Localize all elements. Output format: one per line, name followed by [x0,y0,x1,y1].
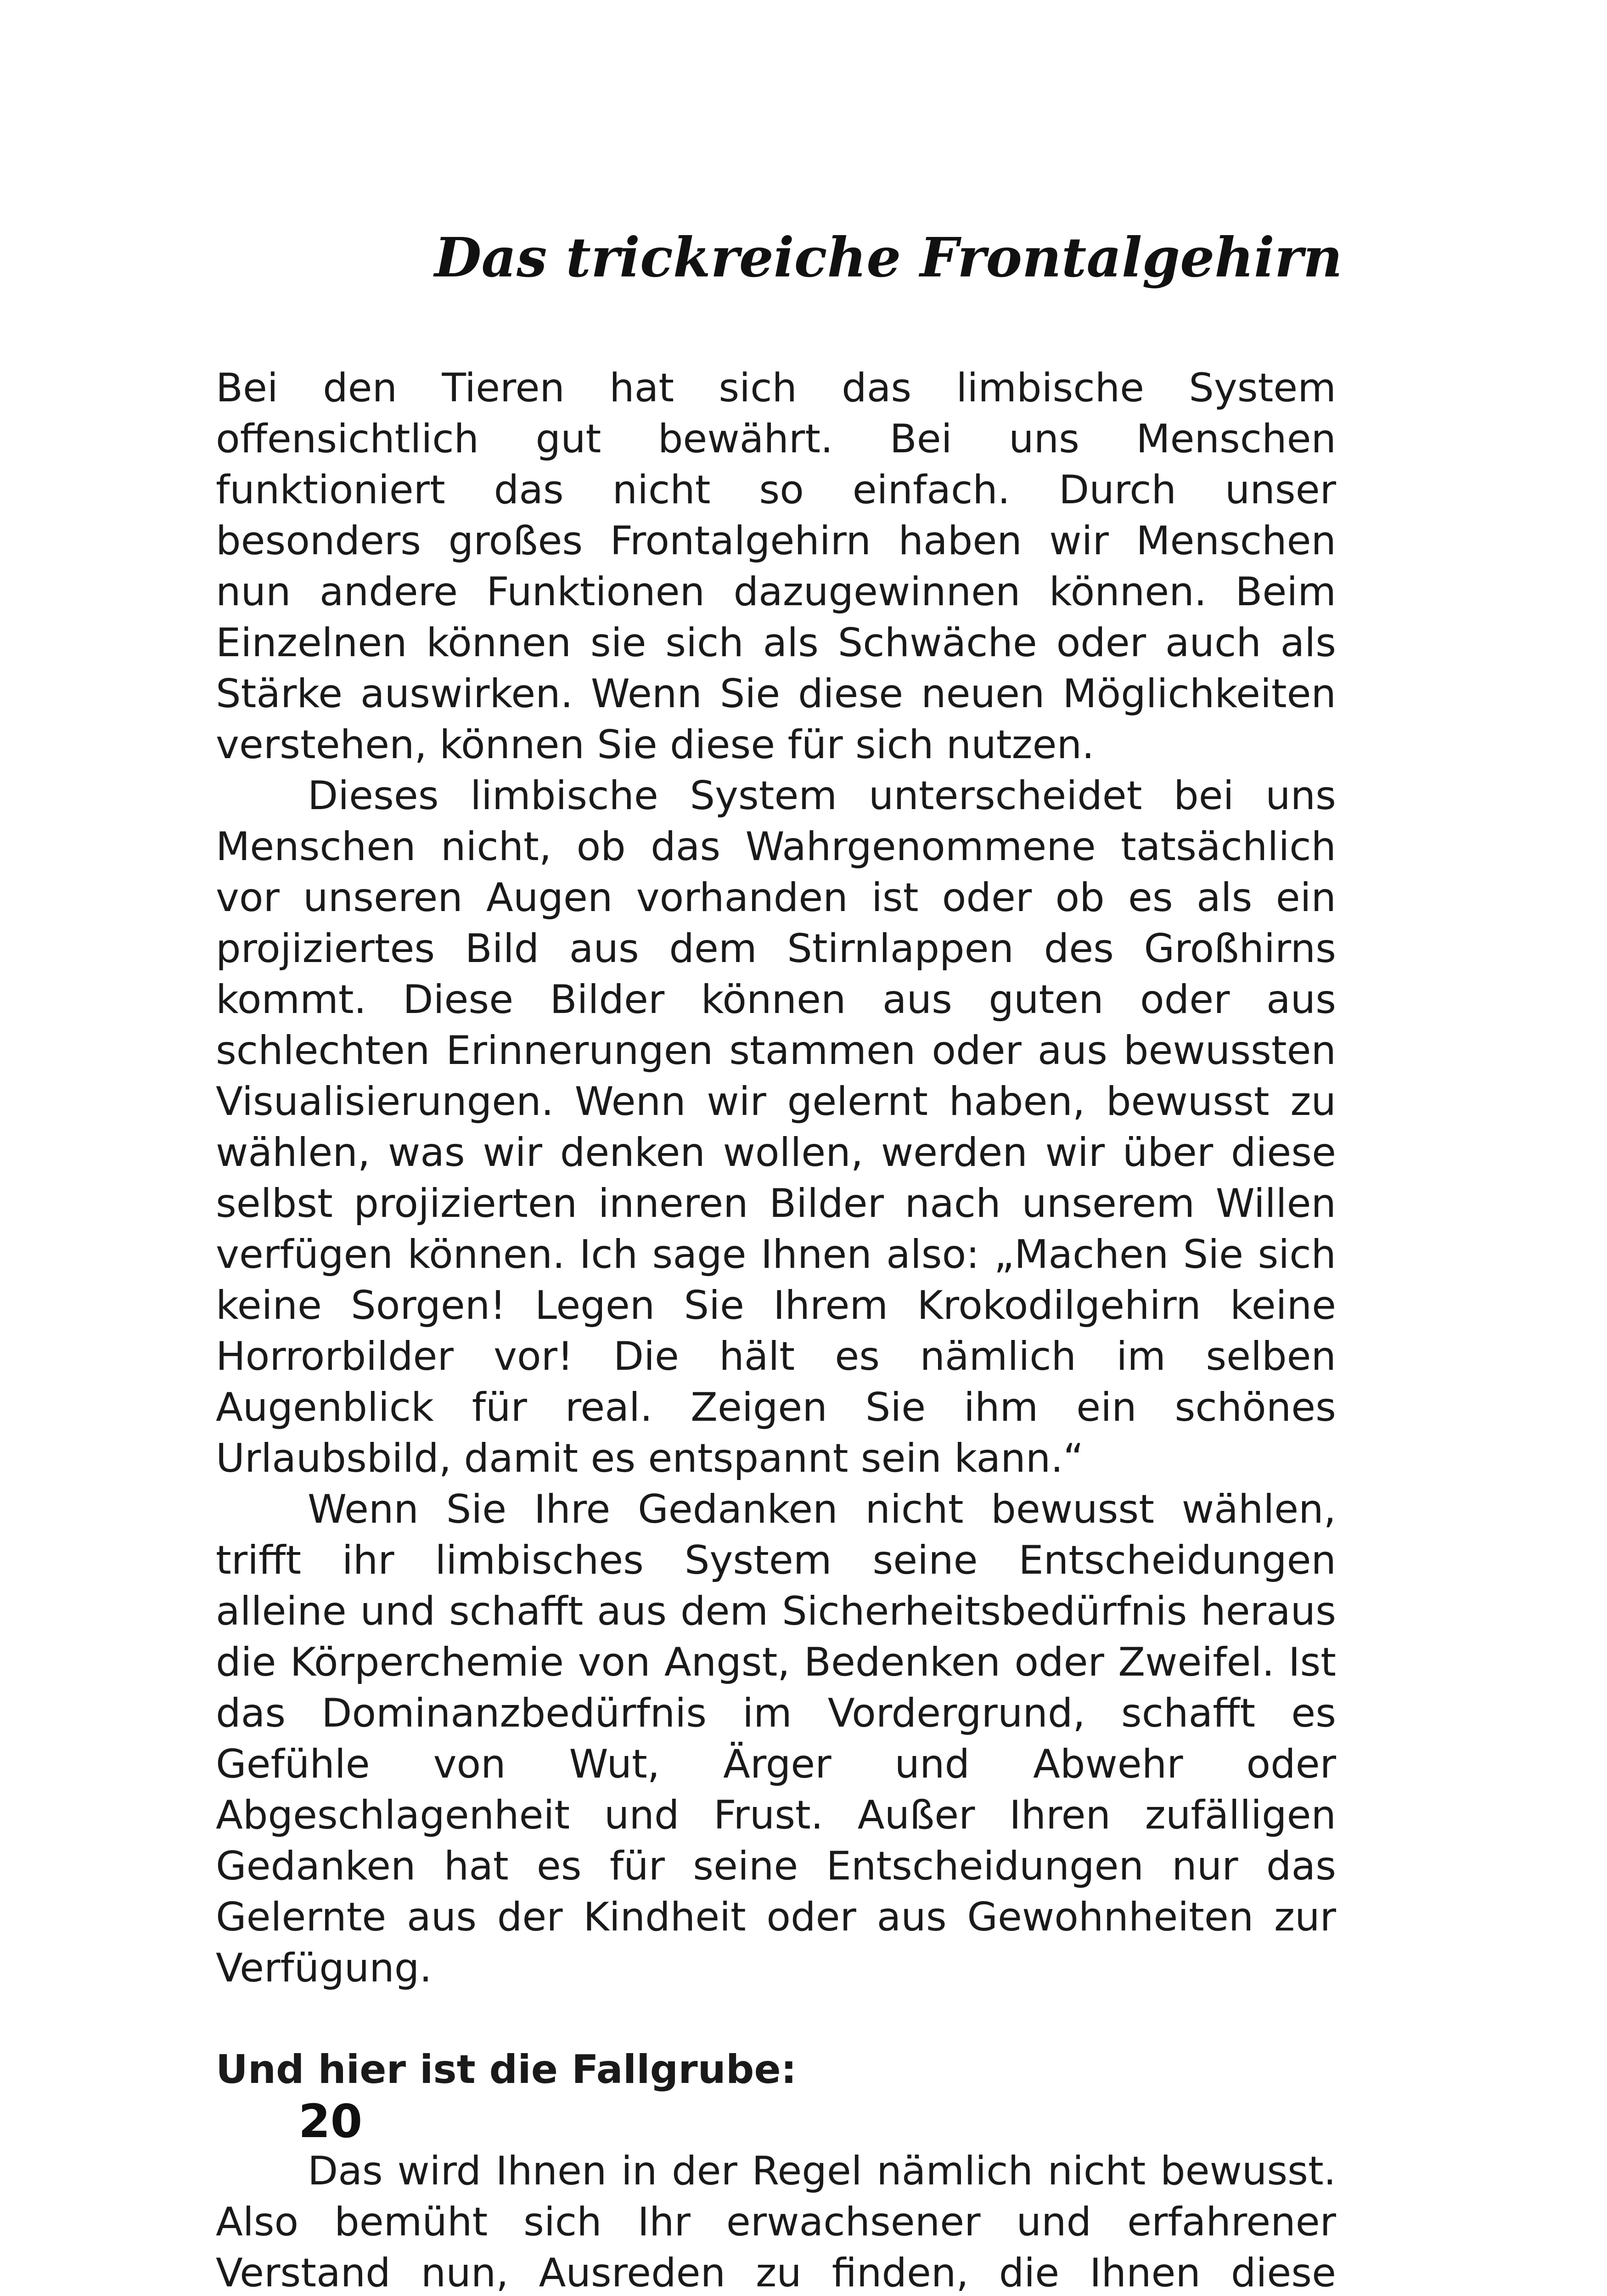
paragraph-2: Dieses limbische System unterscheidet bei uns Menschen nicht, ob das Wahrgenommene tatsächlich vor unseren Augen vorhanden ist oder ob es als ein projiziertes Bild aus dem Stirnlappen des Großhirns kommt. Diese Bilder können aus guten oder aus schlechten Erinnerungen stammen oder aus bewussten Visualisierungen. Wenn wir gelernt haben, bewusst zu wählen, was wir denken wollen, werden wir über diese selbst projizierten inneren Bilder nach unserem Willen verfügen können. Ich sage Ihnen also: „Machen Sie sich keine Sorgen! Legen Sie Ihrem Krokodilgehirn keine Horrorbilder vor! Die hält es nämlich im selben Augenblick für real. Zeigen Sie ihm ein schönes Urlaubsbild, damit es entspannt sein kann.“ [216,773,1336,1481]
body-text [216,363,1336,2296]
paragraph-3: Wenn Sie Ihre Gedanken nicht bewusst wählen, trifft ihr limbisches System seine Entscheidungen alleine und schafft aus dem Sicherheitsbedürfnis heraus die Körperchemie von Angst, Bedenken oder Zweifel. Ist das Dominanzbedürfnis im Vordergrund, schafft es Gefühle von Wut, Ärger und Abwehr oder Abgeschlagenheit und Frust. Außer Ihren zufälligen Gedanken hat es für seine Entscheidungen nur das Gelernte aus der Kindheit oder aus Gewohnheiten zur Verfügung. [216,1486,1336,1991]
paragraph-1: Bei den Tieren hat sich das limbische System offensichtlich gut bewährt. Bei uns Menschen funktioniert das nicht so einfach. Durch unser besonders großes Frontalgehirn haben wir Menschen nun andere Funktionen dazugewinnen können. Beim Einzelnen können sie sich als Schwäche oder auch als Stärke auswirken. Wenn Sie diese neuen Möglichkeiten verstehen, können Sie diese für sich nutzen. [216,365,1336,768]
chapter-title: Das trickreiche Frontalgehirn [434,225,1343,289]
subheading: Und hier ist die Fallgrube: [216,2047,797,2093]
closing-paragraph: Das wird Ihnen in der Regel nämlich nicht bewusst. Also bemüht sich Ihr erwachsener und erfahrener Verstand nun, Ausreden zu finden, die Ihnen diese [216,2148,1336,2296]
page-number: 20 [298,2094,363,2148]
